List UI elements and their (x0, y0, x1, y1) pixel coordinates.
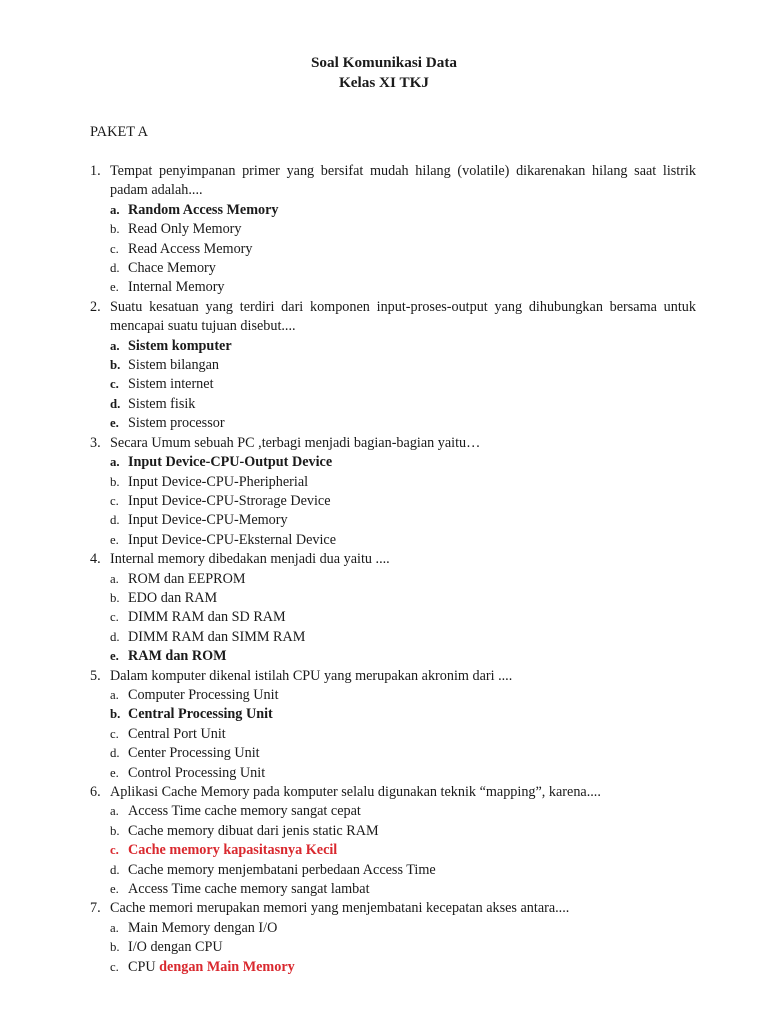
option-letter: b. (110, 358, 121, 373)
option-letter: c. (110, 843, 119, 858)
answer-option (110, 220, 696, 239)
option-text: Sistem processor (128, 415, 225, 432)
answer-option (110, 511, 696, 530)
option-list (90, 802, 696, 899)
document-subtitle: Kelas XI TKJ (338, 74, 429, 91)
option-letter: d. (110, 396, 121, 411)
option-letter: c. (110, 241, 119, 256)
answer-option (110, 744, 696, 763)
option-letter: d. (110, 629, 120, 644)
option-letter: d. (110, 862, 120, 877)
question-item (90, 298, 696, 434)
answer-option (110, 938, 696, 957)
answer-option (110, 473, 696, 492)
answer-option (110, 705, 696, 724)
option-letter: e. (110, 416, 119, 431)
answer-option (110, 453, 696, 472)
answer-option (110, 764, 696, 783)
answer-option (110, 492, 696, 511)
question-number: 4. (90, 551, 101, 568)
option-text: ROM dan EEPROM (128, 570, 246, 587)
option-text: Central Port Unit (128, 725, 226, 742)
option-list (90, 453, 696, 550)
option-letter: d. (110, 513, 120, 528)
option-letter: b. (110, 707, 121, 722)
question-number: 5. (90, 667, 101, 684)
answer-option (110, 628, 696, 647)
option-text: Internal Memory (128, 279, 225, 296)
question-item (90, 667, 696, 783)
answer-option (110, 201, 696, 220)
answer-option (110, 278, 696, 297)
answer-option (110, 919, 696, 938)
option-letter: b. (110, 474, 120, 489)
option-text: Computer Processing Unit (128, 686, 279, 703)
option-letter: b. (110, 940, 120, 955)
option-letter: a. (110, 571, 119, 586)
answer-option (110, 259, 696, 278)
option-letter: c. (110, 493, 119, 508)
answer-option (110, 570, 696, 589)
question-item (90, 434, 696, 550)
option-text: Center Processing Unit (128, 745, 260, 762)
question-list (90, 162, 696, 977)
option-text: Read Access Memory (128, 240, 253, 257)
option-letter: a. (110, 202, 120, 217)
answer-option (110, 356, 696, 375)
option-text: DIMM RAM dan SIMM RAM (128, 628, 306, 645)
question-text: Tempat penyimpanan primer yang bersifat mudah hilang (volatile) dikarenakan hilang saat listrik padam adalah.... (110, 163, 696, 199)
question-item (90, 162, 696, 298)
question-text: Aplikasi Cache Memory pada komputer selalu digunakan teknik “mapping”, karena.... (110, 784, 601, 800)
option-text: Central Processing Unit (128, 706, 273, 723)
option-letter: a. (110, 687, 119, 702)
option-text: RAM dan ROM (128, 648, 227, 665)
option-text: Sistem komputer (128, 337, 232, 354)
question-number: 2. (90, 298, 101, 315)
question-number: 6. (90, 784, 101, 800)
option-text: DIMM RAM dan SD RAM (128, 609, 286, 626)
option-letter: a. (110, 455, 120, 470)
option-text: Cache memory menjembatani perbedaan Access Time (128, 861, 436, 878)
option-letter: a. (110, 804, 119, 819)
option-list (90, 570, 696, 667)
answer-option (110, 608, 696, 627)
option-text: Access Time cache memory sangat cepat (128, 803, 361, 820)
answer-option (110, 822, 696, 841)
option-letter: d. (110, 746, 120, 761)
option-text: Random Access Memory (128, 201, 279, 218)
option-letter: c. (110, 959, 119, 974)
answer-option (110, 395, 696, 414)
option-text: Control Processing Unit (128, 764, 266, 781)
question-number: 7. (90, 900, 101, 917)
option-text: Cache memory dibuat dari jenis static RAM (128, 822, 379, 839)
answer-option (110, 647, 696, 666)
question-number: 3. (90, 434, 101, 451)
question-number: 1. (90, 163, 101, 179)
option-answer-highlight: dengan Main Memory (159, 958, 295, 975)
option-letter: e. (110, 280, 119, 295)
option-letter: c. (110, 610, 119, 625)
answer-option (110, 861, 696, 880)
option-letter: a. (110, 920, 119, 935)
answer-option (110, 958, 696, 977)
option-text: Input Device-CPU-Output Device (128, 454, 333, 471)
option-list (90, 919, 696, 977)
answer-option (110, 725, 696, 744)
option-text: Input Device-CPU-Strorage Device (128, 492, 331, 509)
option-letter: d. (110, 261, 120, 276)
answer-option (110, 841, 696, 860)
option-text: Sistem fisik (128, 395, 196, 412)
option-text: Sistem internet (128, 376, 214, 393)
answer-option (110, 686, 696, 705)
section-heading: PAKET A (90, 124, 148, 140)
option-text: EDO dan RAM (128, 589, 218, 606)
question-text: Internal memory dibedakan menjadi dua yaitu .... (110, 551, 390, 568)
option-list (90, 337, 696, 434)
option-text: Access Time cache memory sangat lambat (128, 881, 370, 898)
option-letter: b. (110, 590, 120, 605)
option-text: CPU (128, 958, 160, 975)
option-letter: c. (110, 726, 119, 741)
answer-option (110, 337, 696, 356)
document-title: Soal Komunikasi Data (310, 54, 457, 71)
answer-option (110, 589, 696, 608)
answer-option (110, 802, 696, 821)
question-text: Dalam komputer dikenal istilah CPU yang merupakan akronim dari .... (110, 667, 513, 684)
question-item (90, 550, 696, 666)
option-letter: e. (110, 649, 119, 664)
option-text: Sistem bilangan (128, 357, 220, 374)
question-text: Cache memori merupakan memori yang menjembatani kecepatan akses antara.... (110, 900, 570, 917)
option-letter: a. (110, 338, 120, 353)
option-list (90, 686, 696, 783)
question-text: Secara Umum sebuah PC ,terbagi menjadi bagian-bagian yaitu… (110, 434, 481, 451)
option-letter: c. (110, 377, 119, 392)
answer-option (110, 880, 696, 899)
option-text: Cache memory kapasitasnya Kecil (128, 842, 338, 859)
option-text: I/O dengan CPU (128, 939, 223, 956)
question-item (90, 899, 696, 977)
option-letter: e. (110, 765, 119, 780)
option-text: Main Memory dengan I/O (128, 919, 278, 936)
option-text: Input Device-CPU-Eksternal Device (128, 531, 337, 548)
option-text: Input Device-CPU-Memory (128, 512, 288, 529)
option-letter: e. (110, 882, 119, 897)
option-text: Chace Memory (128, 260, 216, 277)
option-text: Input Device-CPU-Pheripherial (128, 473, 309, 490)
option-letter: b. (110, 823, 120, 838)
answer-option (110, 240, 696, 259)
option-text: Read Only Memory (128, 221, 242, 238)
question-item (90, 783, 696, 899)
title-block (0, 53, 768, 93)
question-text: Suatu kesatuan yang terdiri dari komponen input-proses-output yang dihubungkan bersama untuk mencapai suatu tujuan disebut.... (110, 298, 696, 335)
option-list (90, 201, 696, 298)
answer-option (110, 375, 696, 394)
option-letter: e. (110, 532, 119, 547)
answer-option (110, 414, 696, 433)
option-letter: b. (110, 222, 120, 237)
answer-option (110, 531, 696, 550)
